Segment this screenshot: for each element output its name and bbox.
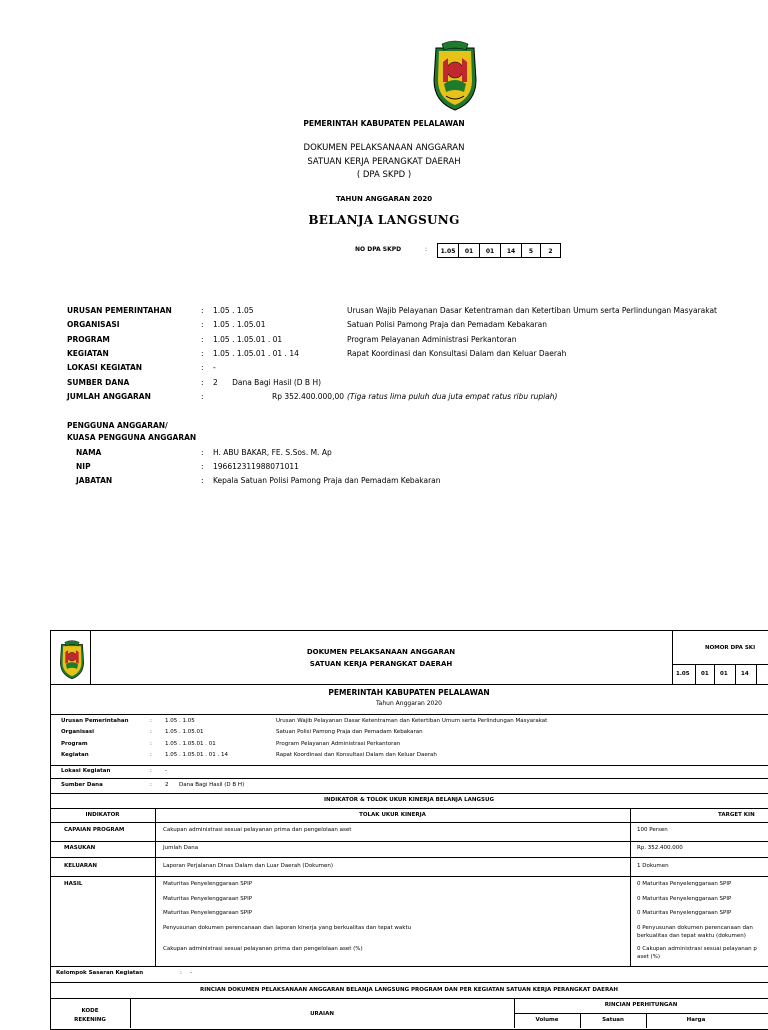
detail-label: KEGIATAN xyxy=(67,349,109,358)
info-colon: : xyxy=(150,729,152,735)
info-desc: Program Pelayanan Administrasi Perkantoran xyxy=(276,741,401,747)
sumber-label: Sumber Dana xyxy=(61,782,103,788)
detail-label: ORGANISASI xyxy=(67,320,120,329)
pengguna-value: Kepala Satuan Polisi Pamong Praja dan Pemadam Kebakaran xyxy=(213,476,441,485)
info-desc: Satuan Polisi Pamong Praja dan Pemadam Kebakaran xyxy=(276,729,423,735)
col-harga: Harga xyxy=(686,1017,706,1023)
dpa-code-cell: 01 xyxy=(458,243,480,258)
info-colon: : xyxy=(150,718,152,724)
pengguna-title-2: KUASA PENGGUNA ANGGARAN xyxy=(67,433,197,442)
col-rekening: REKENING xyxy=(74,1017,106,1023)
dpa-code-cell: 01 xyxy=(479,243,501,258)
pelalawan-crest-icon xyxy=(430,40,480,112)
hasil-target: 0 Maturitas Penyelenggaraan SPIP xyxy=(637,910,732,916)
doc-title-3: ( DPA SKPD ) xyxy=(356,170,412,180)
detail-colon: : xyxy=(201,335,204,344)
detail-colon: : xyxy=(201,378,204,387)
hasil-tolok: Maturitas Penyelenggaraan SPIP xyxy=(163,910,253,916)
no-dpa-label: NO DPA SKPD xyxy=(355,246,402,253)
jumlah-words: (Tiga ratus lima puluh dua juta empat ratus ribu rupiah) xyxy=(347,392,558,401)
masukan-target: Rp. 352.400.000 xyxy=(637,845,683,851)
lokasi-colon: : xyxy=(150,768,152,774)
no-dpa-colon: : xyxy=(425,246,428,253)
capaian-target: 100 Persen xyxy=(637,827,668,833)
col-kode: KODE xyxy=(81,1008,99,1014)
fiscal-year: TAHUN ANGGARAN 2020 xyxy=(335,195,433,203)
info-colon: : xyxy=(150,752,152,758)
detail-value: 1.05 . 1.05 xyxy=(213,306,254,315)
info-desc: Rapat Koordinasi dan Konsultasi Dalam dan Keluar Daerah xyxy=(276,752,437,758)
sumber-colon: : xyxy=(150,782,152,788)
hasil-target: berkualitas dan tepat waktu (dokumen) xyxy=(637,933,746,939)
detail-label: PROGRAM xyxy=(67,335,110,344)
pelalawan-crest-small-icon xyxy=(58,640,86,680)
hasil-target: 0 Cakupan administrasi sesuai pelayanan p xyxy=(637,946,757,952)
hasil-target: aset (%) xyxy=(637,954,661,960)
nomor-dpa-label: NOMOR DPA SKI xyxy=(705,645,756,651)
capaian-tolok: Cakupan administrasi sesuai pelayanan prima dan pengelolaan aset xyxy=(163,827,352,833)
masukan-label: MASUKAN xyxy=(64,845,96,851)
detail-colon: : xyxy=(201,306,204,315)
detail-colon: : xyxy=(201,320,204,329)
hasil-label: HASIL xyxy=(64,881,83,887)
detail-value: 1.05 . 1.05.01 . 01 xyxy=(213,335,283,344)
detail-desc: Rapat Koordinasi dan Konsultasi Dalam dan Keluar Daerah xyxy=(347,349,567,358)
info-label: Organisasi xyxy=(61,729,94,735)
detail-colon: : xyxy=(201,363,204,372)
lokasi-label: Lokasi Kegiatan xyxy=(61,768,111,774)
pengguna-title-1: PENGGUNA ANGGARAN/ xyxy=(67,421,168,430)
detail-desc: Satuan Polisi Pamong Praja dan Pemadam Kebakaran xyxy=(347,320,547,329)
info-value: 1.05 . 1.05.01 . 01 xyxy=(165,741,216,747)
hasil-target: 0 Maturitas Penyelenggaraan SPIP xyxy=(637,896,732,902)
jumlah-amount: Rp 352.400.000,00 xyxy=(272,392,344,401)
hasil-tolok: Maturitas Penyelenggaraan SPIP xyxy=(163,896,253,902)
pengguna-label: JABATAN xyxy=(76,476,113,485)
pengguna-value: 196612311988071011 xyxy=(213,462,299,471)
kelompok-value: - xyxy=(190,970,192,976)
pengguna-colon: : xyxy=(201,448,204,457)
detail-value: 2 Dana Bagi Hasil (D B H) xyxy=(213,378,322,387)
doc2-code-cell: 1.05 xyxy=(676,671,690,677)
detail-colon: : xyxy=(201,349,204,358)
hasil-target: 0 Maturitas Penyelenggaraan SPIP xyxy=(637,881,732,887)
col-target: TARGET KIN xyxy=(718,812,755,818)
keluaran-label: KELUARAN xyxy=(64,863,97,869)
lokasi-value: - xyxy=(165,768,167,774)
sumber-value: 2 Dana Bagi Hasil (D B H) xyxy=(165,782,245,788)
col-volume: Volume xyxy=(535,1017,559,1023)
detail-label: LOKASI KEGIATAN xyxy=(67,363,143,372)
hasil-tolok: Maturitas Penyelenggaraan SPIP xyxy=(163,881,253,887)
detail-value: - xyxy=(213,363,216,372)
doc2-code-cell: 01 xyxy=(701,671,709,677)
masukan-tolok: Jumlah Dana xyxy=(163,845,199,851)
detail-desc: Program Pelayanan Administrasi Perkantoran xyxy=(347,335,517,344)
capaian-label: CAPAIAN PROGRAM xyxy=(64,827,125,833)
detail-desc: Urusan Wajib Pelayanan Dasar Ketentraman dan Ketertiban Umum serta Perlindungan Masyarakat xyxy=(347,306,717,315)
doc2-code-cell: 14 xyxy=(741,671,749,677)
detail-label: SUMBER DANA xyxy=(67,378,130,387)
hasil-tolok: Cakupan administrasi sesuai pelayanan prima dan pengelolaan aset (%) xyxy=(163,946,363,952)
info-colon: : xyxy=(150,741,152,747)
doc2-government: PEMERINTAH KABUPATEN PELALAWAN xyxy=(328,688,490,697)
info-value: 1.05 . 1.05.01 . 01 . 14 xyxy=(165,752,228,758)
government-title: PEMERINTAH KABUPATEN PELALAWAN xyxy=(303,119,465,128)
jumlah-colon: : xyxy=(201,392,204,401)
page-heading: BELANJA LANGSUNG xyxy=(308,213,460,227)
info-value: 1.05 . 1.05 xyxy=(165,718,195,724)
detail-label: URUSAN PEMERINTAHAN xyxy=(67,306,172,315)
info-value: 1.05 . 1.05.01 xyxy=(165,729,204,735)
jumlah-label: JUMLAH ANGGARAN xyxy=(67,392,151,401)
doc-title-1: DOKUMEN PELAKSANAAN ANGGARAN xyxy=(303,143,465,153)
doc2-title-1: DOKUMEN PELAKSANAAN ANGGARAN xyxy=(306,648,456,656)
dpa-code-cell: 2 xyxy=(540,243,561,258)
pengguna-colon: : xyxy=(201,476,204,485)
col-rincian: RINCIAN PERHITUNGAN xyxy=(604,1002,678,1008)
keluaran-target: 1 Dokumen xyxy=(637,863,669,869)
dpa-code-cell: 14 xyxy=(500,243,522,258)
dpa-code-cell: 5 xyxy=(521,243,541,258)
hasil-target: 0 Penyusunan dokumen perencanaan dan xyxy=(637,925,753,931)
doc2-title-2: SATUAN KERJA PERANGKAT DAERAH xyxy=(309,660,453,668)
rincian-title: RINCIAN DOKUMEN PELAKSANAAN ANGGARAN BELANJA LANGSUNG PROGRAM DAN PER KEGIATAN SATUAN KERJA PERANGKAT DAERAH xyxy=(199,987,619,993)
col-indikator: INDIKATOR xyxy=(85,812,120,818)
doc-title-2: SATUAN KERJA PERANGKAT DAERAH xyxy=(307,157,461,167)
detail-value: 1.05 . 1.05.01 xyxy=(213,320,266,329)
kelompok-label: Kelompok Sasaran Kegiatan xyxy=(56,970,144,976)
kelompok-colon: : xyxy=(180,970,182,976)
col-satuan: Satuan xyxy=(602,1017,624,1023)
detail-value: 1.05 . 1.05.01 . 01 . 14 xyxy=(213,349,299,358)
info-desc: Urusan Wajib Pelayanan Dasar Ketentraman dan Ketertiban Umum serta Perlindungan Masyarakat xyxy=(276,718,548,724)
doc2-year: Tahun Anggaran 2020 xyxy=(376,700,442,707)
info-label: Program xyxy=(61,741,88,747)
col-tolok: TOLAK UKUR KINERJA xyxy=(359,812,426,818)
pengguna-value: H. ABU BAKAR, FE. S.Sos. M. Ap xyxy=(213,448,332,457)
pengguna-label: NAMA xyxy=(76,448,102,457)
keluaran-tolok: Laporan Perjalanan Dinas Dalam dan Luar Daerah (Dokumen) xyxy=(163,863,334,869)
hasil-tolok: Penyusunan dokumen perencanaan dan laporan kinerja yang berkualitas dan tepat waktu xyxy=(163,925,412,931)
info-label: Urusan Pemerintahan xyxy=(61,718,129,724)
pengguna-label: NIP xyxy=(76,462,91,471)
doc2-code-cell: 01 xyxy=(720,671,728,677)
dpa-code-cell: 1.05 xyxy=(437,243,459,258)
col-uraian: URAIAN xyxy=(310,1011,334,1017)
indikator-title: INDIKATOR & TOLOK UKUR KINERJA BELANJA LANGSUG xyxy=(324,797,494,803)
info-label: Kegiatan xyxy=(61,752,89,758)
pengguna-colon: : xyxy=(201,462,204,471)
